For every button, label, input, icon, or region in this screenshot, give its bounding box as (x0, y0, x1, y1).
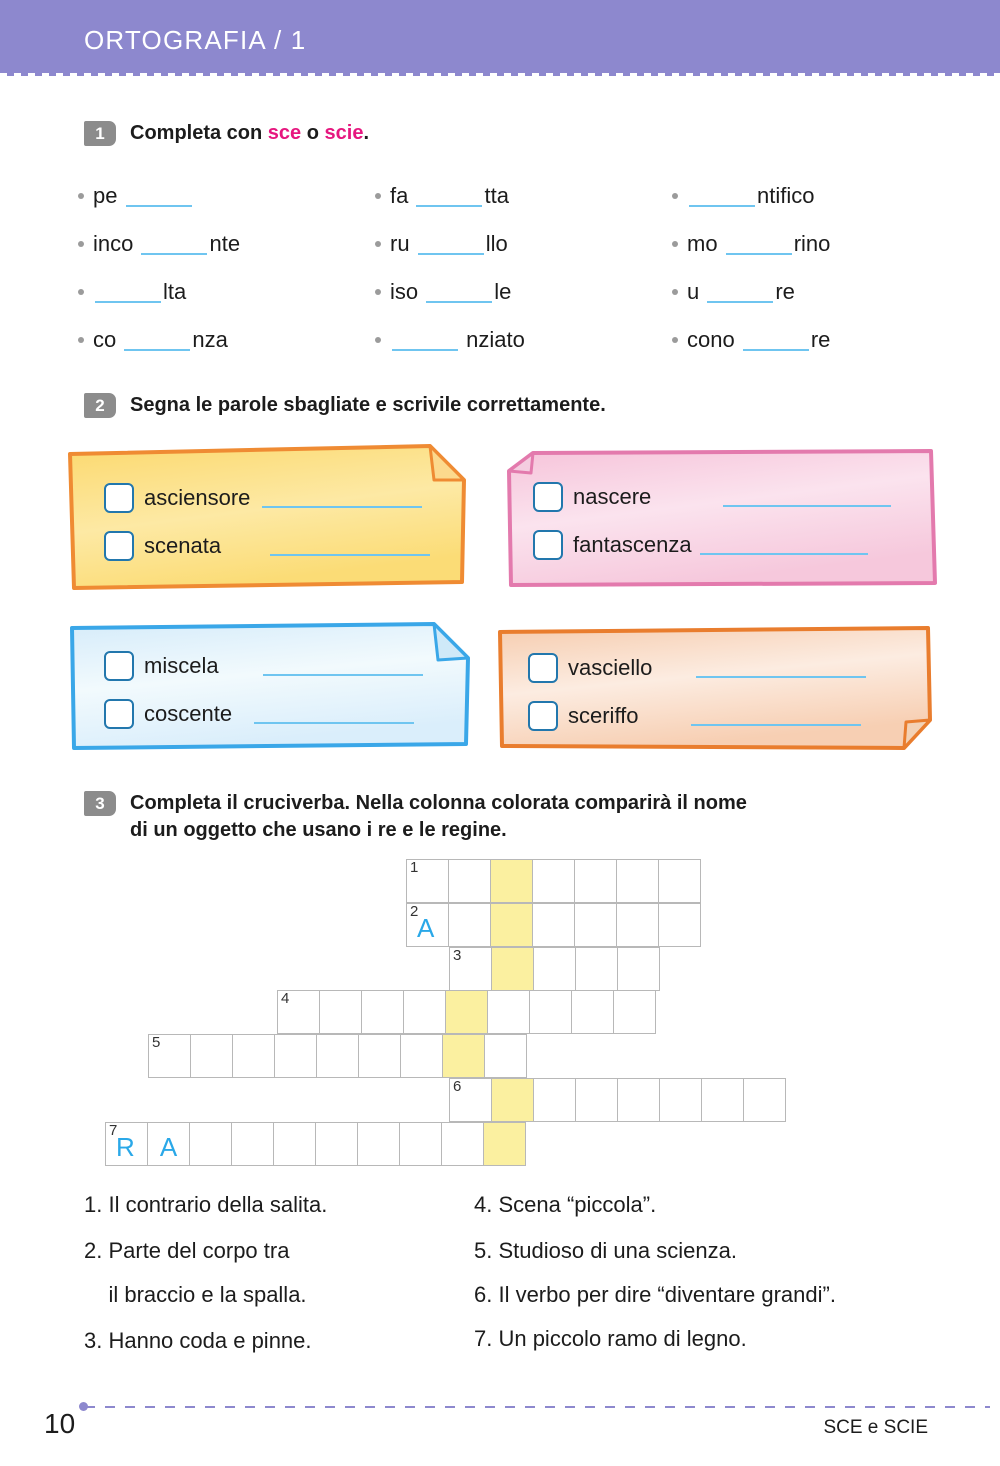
footer-dashed-divider (85, 1406, 990, 1408)
answer-line[interactable] (691, 707, 861, 726)
crossword-cell[interactable] (449, 1078, 492, 1122)
word-item[interactable] (672, 268, 958, 316)
word-card-row[interactable] (104, 522, 450, 570)
word-suffix: tta (484, 183, 509, 208)
crossword-row (407, 904, 701, 947)
fill-blank[interactable] (726, 234, 792, 255)
word-item[interactable] (78, 268, 375, 316)
crossword-cell-letter: A (159, 1131, 178, 1162)
crossword-cell[interactable] (575, 1078, 618, 1122)
word-item[interactable] (375, 316, 672, 364)
clue-item: 6. Il verbo per dire “diventare grandi”. (474, 1282, 836, 1307)
word-prefix: cono (687, 327, 741, 352)
checkbox[interactable] (104, 483, 134, 513)
crossword-cell-letter: R (116, 1131, 135, 1162)
crossword-cell[interactable] (616, 903, 659, 947)
word-suffix: re (810, 327, 831, 352)
bullet-icon (375, 241, 381, 247)
word-suffix: lta (163, 279, 187, 304)
crossword-cell[interactable] (448, 903, 491, 947)
crossword-cell[interactable] (613, 990, 656, 1034)
bullet-icon (672, 337, 678, 343)
crossword-cell[interactable] (319, 990, 362, 1034)
crossword-row (450, 1079, 786, 1122)
card-word: scenata (144, 533, 222, 558)
word-card-yellow (64, 440, 470, 592)
exercise-2-number: 2 (84, 393, 116, 418)
crossword-cell[interactable] (574, 903, 617, 947)
header-dashed-divider (0, 73, 1000, 76)
answer-line[interactable] (723, 488, 891, 507)
word-prefix: co (93, 327, 123, 352)
fill-blank[interactable] (416, 186, 482, 207)
crossword-cell[interactable] (617, 947, 660, 991)
word-card-row[interactable] (528, 644, 918, 692)
word-card-row[interactable] (533, 521, 920, 569)
crossword-row (106, 1123, 526, 1166)
fill-blank[interactable] (418, 234, 484, 255)
crossword-row (149, 1035, 527, 1078)
page-number: 10 (44, 1408, 76, 1439)
clue-item: 7. Un piccolo ramo di legno. (474, 1326, 747, 1351)
card-word: fantascenza (573, 532, 692, 557)
crossword-cell-number: 1 (410, 859, 419, 876)
pink-card-rows (533, 473, 920, 569)
exercise-1-keyword-sce: sce (267, 122, 302, 144)
crossword-cell[interactable] (441, 1122, 484, 1166)
crossword-cell[interactable] (491, 1078, 534, 1122)
bullet-icon (375, 337, 381, 343)
word-suffix: rino (793, 231, 831, 256)
bullet-icon (672, 289, 678, 295)
checkbox[interactable] (104, 699, 134, 729)
crossword-cell[interactable] (617, 1078, 660, 1122)
word-item[interactable] (672, 220, 958, 268)
word-prefix: mo (687, 231, 724, 256)
fill-blank[interactable] (707, 282, 773, 303)
card-word: vasciello (568, 655, 653, 680)
checkbox[interactable] (528, 701, 558, 731)
checkbox[interactable] (533, 530, 563, 560)
crossword-cell[interactable] (532, 903, 575, 947)
crossword-cell[interactable] (743, 1078, 786, 1122)
checkbox[interactable] (533, 482, 563, 512)
crossword-cell[interactable] (442, 1034, 485, 1078)
crossword-cell[interactable] (449, 947, 492, 991)
crossword-cell[interactable] (105, 1122, 148, 1166)
exercise-2-title: Segna le parole sbagliate e scrivile correttamente. (130, 394, 606, 416)
crossword-cell[interactable] (231, 1122, 274, 1166)
crossword-cell[interactable] (406, 859, 449, 903)
crossword-cell[interactable] (147, 1122, 190, 1166)
word-prefix: inco (93, 231, 140, 256)
word-card-row[interactable] (533, 473, 920, 521)
exercise-3-number: 3 (84, 791, 116, 816)
exercise-1-title-prefix: Completa con (130, 122, 268, 144)
card-word: asciensore (144, 485, 251, 510)
exercise-1-heading (84, 120, 369, 147)
crossword-cell[interactable] (316, 1034, 359, 1078)
word-card-row[interactable] (104, 690, 453, 738)
crossword-cell[interactable] (701, 1078, 744, 1122)
crossword-cell[interactable] (445, 990, 488, 1034)
word-card-row[interactable] (104, 642, 453, 690)
crossword-cell[interactable] (448, 859, 491, 903)
word-suffix: ntifico (757, 183, 815, 208)
blue-card-rows (104, 642, 453, 738)
clue-item-continuation: il braccio e la spalla. (84, 1282, 307, 1307)
crossword-cell[interactable] (406, 903, 449, 947)
word-card-pink (497, 443, 940, 591)
fill-blank[interactable] (392, 330, 458, 351)
crossword-cell[interactable] (403, 990, 446, 1034)
word-suffix: nziato (460, 327, 525, 352)
crossword-cell[interactable] (277, 990, 320, 1034)
answer-line[interactable] (263, 657, 423, 676)
crossword-cell[interactable] (574, 859, 617, 903)
crossword-cell[interactable] (273, 1122, 316, 1166)
crossword-row (278, 991, 656, 1034)
fill-blank[interactable] (689, 186, 755, 207)
exercise-1-number: 1 (84, 121, 116, 146)
answer-line[interactable] (700, 536, 868, 555)
card-word: coscente (144, 701, 233, 726)
bullet-icon (672, 193, 678, 199)
clue-item: 4. Scena “piccola”. (474, 1192, 657, 1217)
bullet-icon (78, 193, 84, 199)
crossword-cell[interactable] (232, 1034, 275, 1078)
clues-column-right (474, 1194, 836, 1374)
crossword-cell-number: 5 (152, 1034, 161, 1051)
crossword-cell-number: 7 (109, 1122, 118, 1139)
crossword-cell[interactable] (357, 1122, 400, 1166)
bullet-icon (375, 289, 381, 295)
page-title: ORTOGRAFIA / 1 (84, 25, 307, 55)
fill-blank[interactable] (426, 282, 492, 303)
word-prefix: fa (390, 183, 415, 208)
crossword-cell-number: 6 (453, 1078, 462, 1095)
clue-item: 1. Il contrario della salita. (84, 1192, 328, 1217)
exercise-1-keyword-scie: scie (324, 122, 364, 144)
checkbox[interactable] (528, 653, 558, 683)
exercise-1-title-suffix: . (363, 122, 370, 144)
checkbox[interactable] (104, 651, 134, 681)
bullet-icon (375, 193, 381, 199)
crossword-cell[interactable] (529, 990, 572, 1034)
clue-item: 5. Studioso di una scienza. (474, 1238, 737, 1263)
exercise-2-heading (84, 392, 606, 419)
word-item[interactable] (672, 172, 958, 220)
crossword-cell-letter: A (417, 912, 435, 943)
crossword-cell[interactable] (487, 990, 530, 1034)
fill-blank[interactable] (126, 186, 192, 207)
fill-blank[interactable] (141, 234, 207, 255)
crossword-row (450, 948, 660, 991)
checkbox[interactable] (104, 531, 134, 561)
exercise-1-title (130, 120, 369, 147)
word-card-orange (490, 620, 938, 756)
crossword-cell[interactable] (400, 1034, 443, 1078)
crossword-cell[interactable] (658, 903, 701, 947)
crossword-cell[interactable] (361, 990, 404, 1034)
word-prefix: ru (390, 231, 416, 256)
exercise-3-title-line-2: di un oggetto che usano i re e le regine. (130, 819, 507, 841)
bullet-icon (78, 337, 84, 343)
word-item[interactable] (375, 172, 672, 220)
crossword-cell-number: 2 (410, 903, 419, 920)
bullet-icon (78, 289, 84, 295)
word-prefix: u (687, 279, 706, 304)
crossword-cell[interactable] (148, 1034, 191, 1078)
clue-item: 2. Parte del corpo tra (84, 1238, 290, 1263)
crossword-cell-number: 3 (453, 947, 462, 964)
crossword-cell[interactable] (659, 1078, 702, 1122)
crossword-cell[interactable] (658, 859, 701, 903)
crossword-cell[interactable] (315, 1122, 358, 1166)
crossword-cell[interactable] (490, 903, 533, 947)
word-card-blue (66, 618, 473, 754)
crossword-cell[interactable] (571, 990, 614, 1034)
answer-line[interactable] (262, 489, 422, 508)
crossword-cell-number: 4 (281, 990, 290, 1007)
bullet-icon (672, 241, 678, 247)
word-item[interactable] (78, 316, 375, 364)
answer-line[interactable] (254, 705, 414, 724)
word-prefix: iso (390, 279, 425, 304)
word-suffix: re (775, 279, 795, 304)
word-item[interactable] (78, 220, 375, 268)
crossword-grid (0, 860, 1000, 1180)
crossword-cell[interactable] (490, 859, 533, 903)
fill-blank[interactable] (743, 330, 809, 351)
crossword-cell[interactable] (484, 1034, 527, 1078)
crossword-cell[interactable] (483, 1122, 526, 1166)
exercise-1-title-mid: o (301, 122, 325, 144)
word-suffix: nte (209, 231, 241, 256)
fill-blank[interactable] (124, 330, 190, 351)
crossword-cell[interactable] (190, 1034, 233, 1078)
card-word: miscela (144, 653, 219, 678)
crossword-cell[interactable] (533, 1078, 576, 1122)
bullet-icon (78, 241, 84, 247)
crossword-cell[interactable] (575, 947, 618, 991)
crossword-cell[interactable] (358, 1034, 401, 1078)
word-item[interactable] (78, 172, 375, 220)
crossword-cell[interactable] (532, 859, 575, 903)
word-item[interactable] (375, 268, 672, 316)
word-card-row[interactable] (528, 692, 918, 740)
crossword-cell[interactable] (491, 947, 534, 991)
answer-line[interactable] (270, 537, 430, 556)
crossword-cell[interactable] (274, 1034, 317, 1078)
crossword-cell[interactable] (399, 1122, 442, 1166)
card-word: nascere (573, 484, 652, 509)
word-suffix: le (494, 279, 512, 304)
word-suffix: llo (485, 231, 508, 256)
exercise-3-title-line-1: Completa il cruciverba. Nella colonna colorata comparirà il nome (130, 792, 747, 814)
exercise-1-word-list (78, 172, 958, 364)
word-item[interactable] (672, 316, 958, 364)
answer-line[interactable] (696, 659, 866, 678)
crossword-cell[interactable] (533, 947, 576, 991)
word-prefix: pe (93, 183, 124, 208)
footer-topic-label: SCE e SCIE (823, 1417, 928, 1438)
crossword-row (407, 860, 701, 903)
word-item[interactable] (375, 220, 672, 268)
crossword-cell[interactable] (616, 859, 659, 903)
clues-column-left (84, 1194, 327, 1376)
exercise-3-heading (84, 790, 747, 844)
orange-card-rows (528, 644, 918, 740)
exercise-3-title (130, 790, 747, 844)
clue-item: 3. Hanno coda e pinne. (84, 1328, 312, 1353)
yellow-card-rows (104, 474, 450, 570)
word-suffix: nza (192, 327, 228, 352)
word-card-row[interactable] (104, 474, 450, 522)
fill-blank[interactable] (95, 282, 161, 303)
crossword-cell[interactable] (189, 1122, 232, 1166)
card-word: sceriffo (568, 703, 639, 728)
